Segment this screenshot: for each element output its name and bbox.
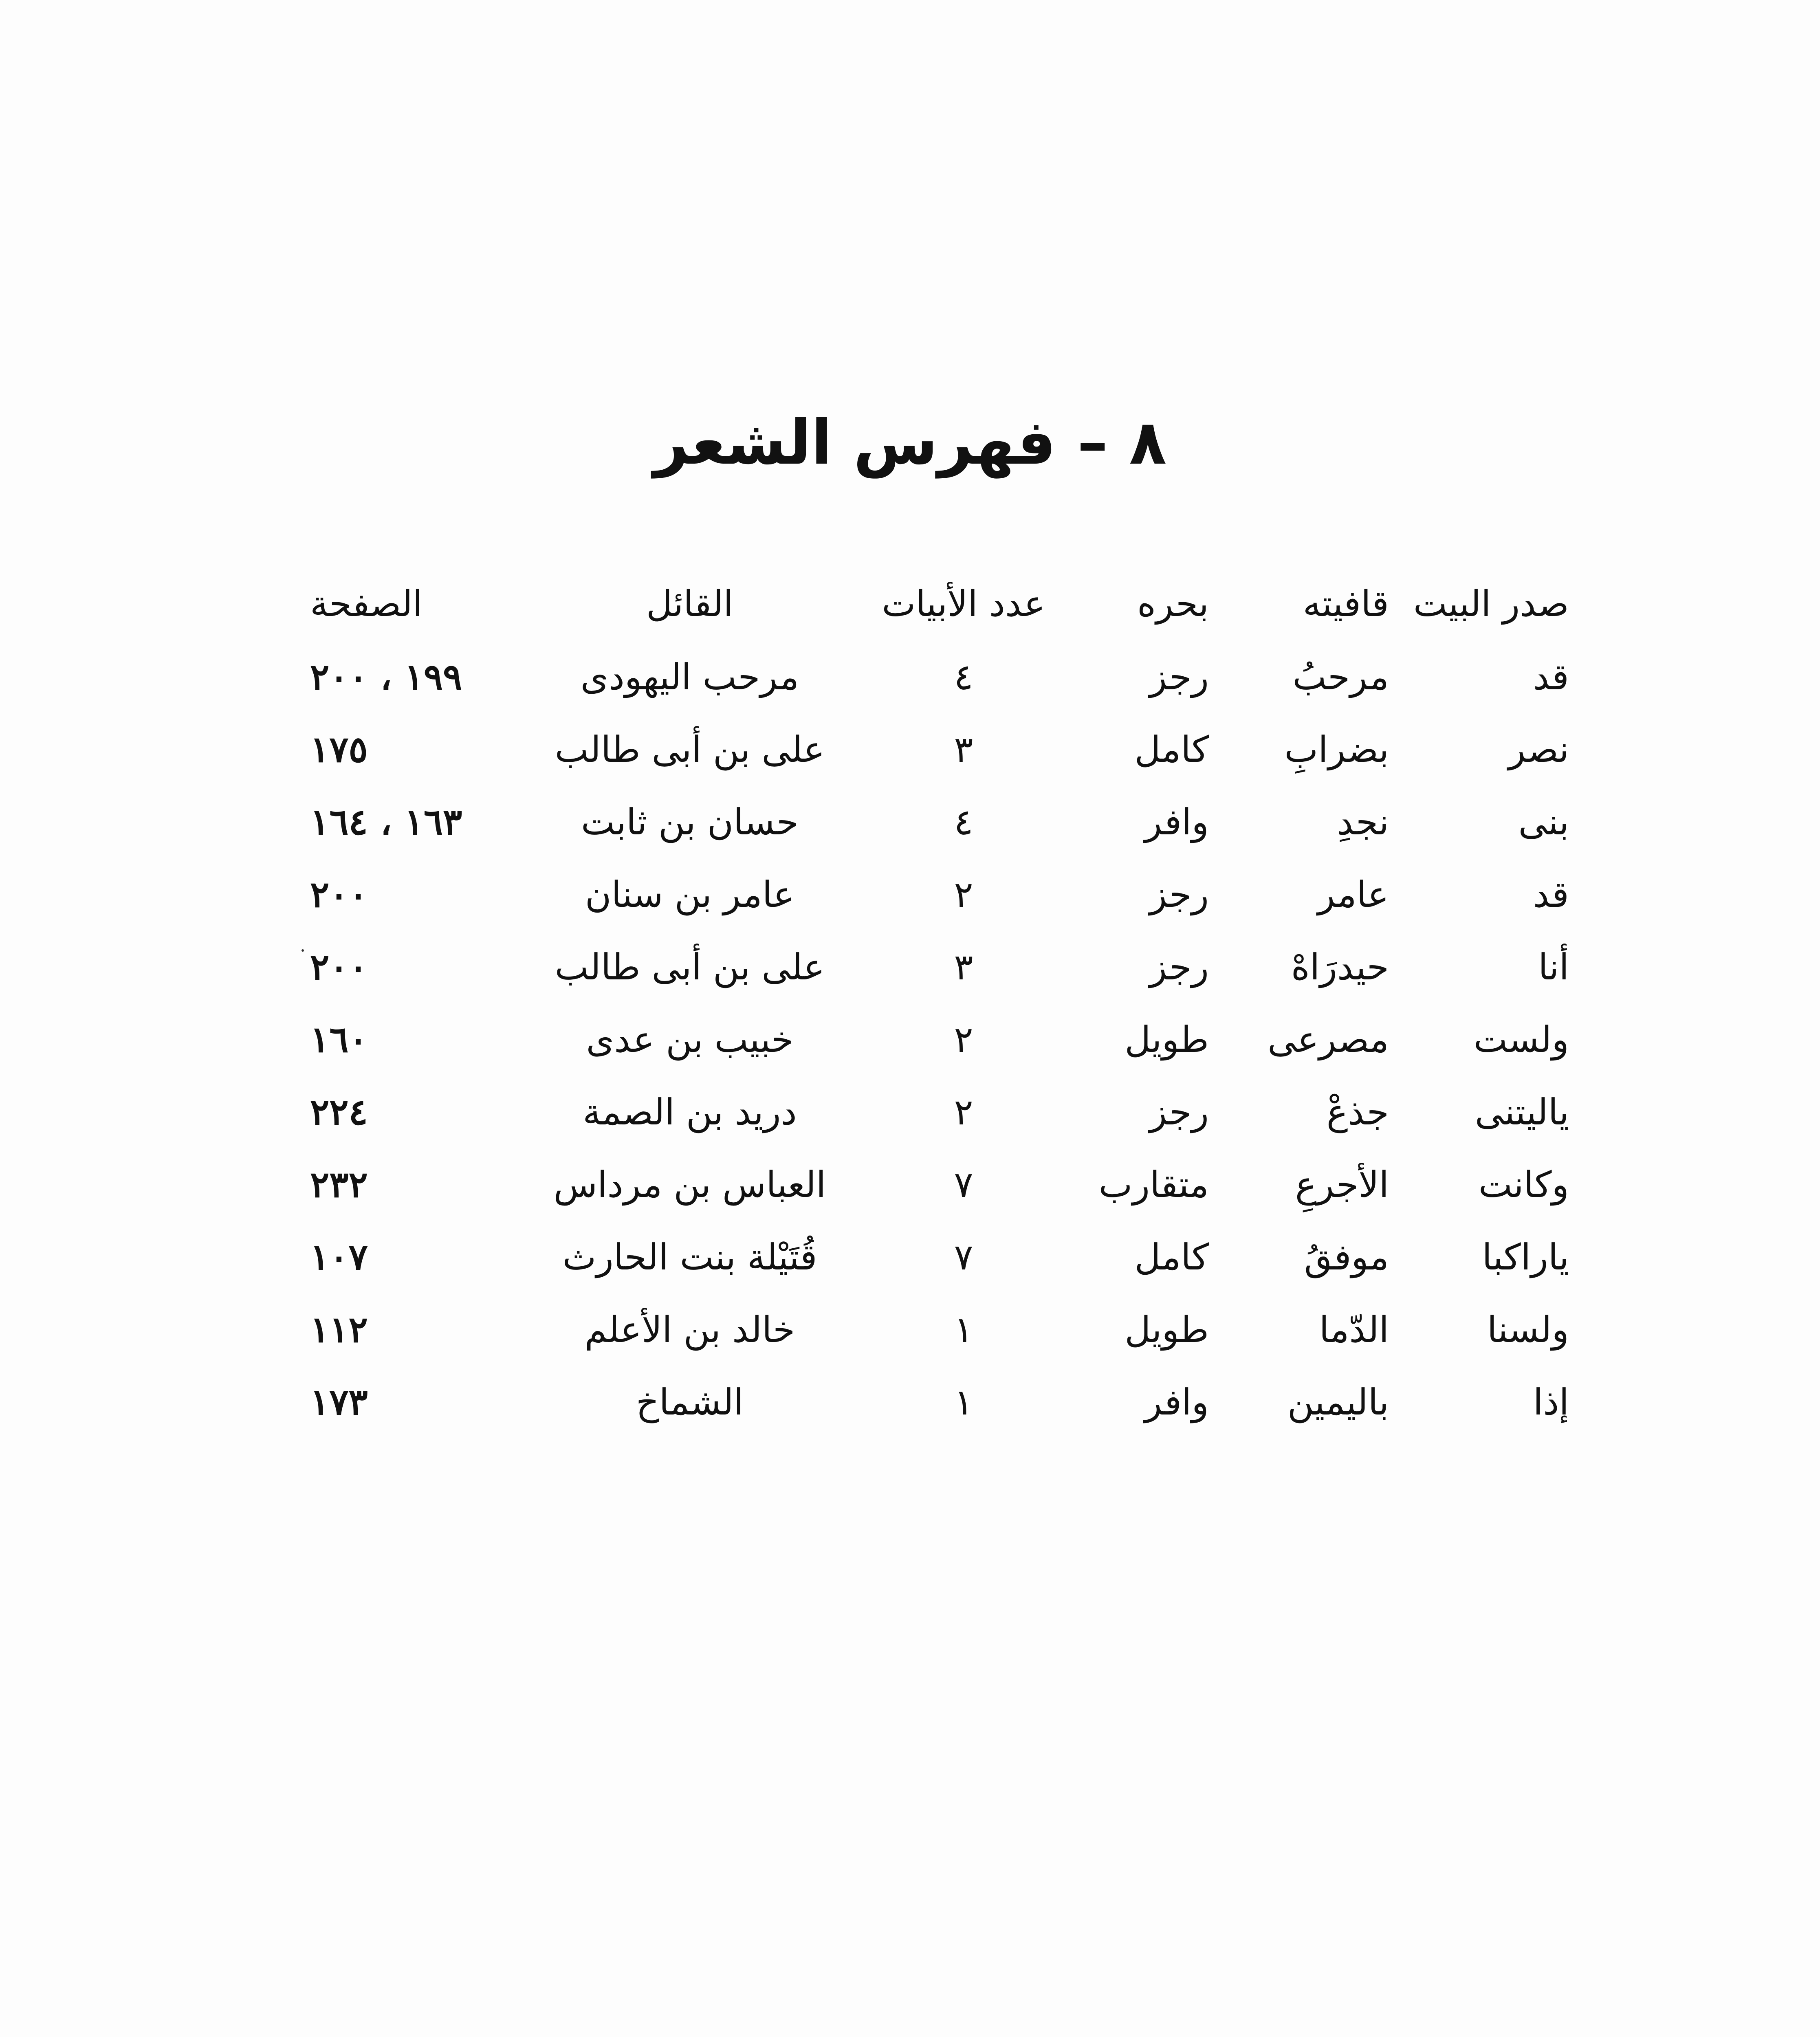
cell-poet: قُتَيْلة بنت الحارث — [562, 1236, 817, 1278]
cell-meter: رجز — [1149, 656, 1209, 698]
cell-rhyme: حيدرَاهْ — [1291, 946, 1389, 988]
cell-first-line: بنى — [1518, 801, 1569, 843]
header-pages: الصفحة — [310, 582, 423, 625]
cell-verse-count: ٣ — [954, 946, 973, 988]
cell-poet: حسان بن ثابت — [581, 801, 799, 843]
cell-meter: رجز — [1149, 873, 1209, 915]
cell-meter: رجز — [1149, 946, 1209, 988]
header-rhyme: قافيته — [1303, 582, 1389, 625]
cell-rhyme: الدّما — [1319, 1308, 1389, 1351]
cell-pages: ١٦٣ ، ١٦٤ — [310, 801, 462, 843]
cell-pages: ٢٠٠ — [310, 946, 368, 988]
cell-verse-count: ٣ — [954, 728, 973, 770]
table-row — [310, 1076, 1569, 1148]
cell-poet: خبيب بن عدى — [586, 1018, 794, 1060]
table-header-row — [310, 566, 1569, 640]
table-row — [310, 713, 1569, 785]
cell-pages: ٢٠٠ — [310, 873, 368, 915]
cell-verse-count: ٢ — [954, 1018, 973, 1060]
cell-first-line: قد — [1533, 873, 1569, 915]
cell-first-line: نصر — [1508, 728, 1569, 770]
cell-first-line: ياراكبا — [1482, 1236, 1569, 1278]
cell-poet: على بن أبى طالب — [555, 728, 825, 770]
table-row — [310, 785, 1569, 858]
cell-meter: متقارب — [1098, 1163, 1209, 1205]
table-row — [310, 858, 1569, 931]
cell-verse-count: ١ — [954, 1381, 973, 1423]
index-title: ٨ – فهرس الشعر — [653, 407, 1167, 478]
cell-pages: ١٧٣ — [310, 1381, 368, 1423]
cell-poet: مرحب اليهودى — [580, 656, 799, 698]
cell-meter: وافر — [1144, 1381, 1209, 1423]
cell-rhyme: جذعْ — [1326, 1091, 1389, 1133]
cell-verse-count: ١ — [954, 1308, 973, 1351]
cell-meter: كامل — [1134, 1236, 1209, 1278]
poetry-index-table — [310, 566, 1569, 1438]
cell-rhyme: الأجرعِ — [1295, 1163, 1389, 1205]
cell-first-line: إذا — [1533, 1381, 1569, 1423]
stray-print-mark — [301, 949, 304, 952]
table-row — [310, 1003, 1569, 1076]
cell-pages: ١٧٥ — [310, 728, 368, 770]
cell-rhyme: بضرابِ — [1284, 728, 1389, 770]
cell-first-line: أنا — [1538, 946, 1569, 988]
cell-pages: ١٠٧ — [310, 1236, 368, 1278]
cell-pages: ١٦٠ — [310, 1018, 368, 1060]
cell-pages: ٢٣٢ — [310, 1163, 368, 1205]
table-row — [310, 1366, 1569, 1438]
cell-poet: الشماخ — [636, 1381, 744, 1423]
cell-rhyme: موفقُ — [1304, 1236, 1389, 1278]
cell-rhyme: باليمين — [1287, 1381, 1389, 1423]
cell-poet: عامر بن سنان — [585, 873, 795, 915]
header-verse-count: عدد الأبيات — [882, 582, 1045, 625]
table-row — [310, 1293, 1569, 1366]
cell-verse-count: ٤ — [954, 656, 973, 698]
cell-meter: طويل — [1125, 1308, 1209, 1351]
header-poet: القائل — [646, 582, 733, 625]
cell-meter: رجز — [1149, 1091, 1209, 1133]
table-row — [310, 931, 1569, 1003]
cell-poet: على بن أبى طالب — [555, 946, 825, 988]
cell-verse-count: ٧ — [954, 1163, 973, 1205]
cell-verse-count: ٢ — [954, 873, 973, 915]
cell-poet: العباس بن مرداس — [553, 1163, 826, 1205]
header-first-line: صدر البيت — [1413, 582, 1569, 625]
cell-first-line: ولسنا — [1487, 1308, 1569, 1351]
header-meter: بحره — [1137, 582, 1209, 625]
cell-pages: ١٩٩ ، ٢٠٠ — [310, 656, 462, 698]
cell-poet: خالد بن الأعلم — [584, 1308, 795, 1351]
cell-first-line: قد — [1533, 656, 1569, 698]
cell-rhyme: نجدِ — [1337, 801, 1389, 843]
cell-meter: وافر — [1144, 801, 1209, 843]
cell-verse-count: ٧ — [954, 1236, 973, 1278]
cell-pages: ١١٢ — [310, 1308, 368, 1351]
cell-poet: دريد بن الصمة — [583, 1091, 797, 1133]
table-row — [310, 1221, 1569, 1293]
cell-rhyme: عامر — [1317, 873, 1389, 915]
cell-first-line: ولست — [1473, 1018, 1569, 1060]
table-row — [310, 640, 1569, 713]
cell-first-line: ياليتنى — [1474, 1091, 1569, 1133]
cell-first-line: وكانت — [1478, 1163, 1569, 1205]
cell-rhyme: مصرعى — [1268, 1018, 1389, 1060]
cell-meter: كامل — [1134, 728, 1209, 770]
cell-meter: طويل — [1125, 1018, 1209, 1060]
table-row — [310, 1148, 1569, 1221]
cell-pages: ٢٢٤ — [310, 1091, 368, 1133]
cell-verse-count: ٤ — [954, 801, 973, 843]
cell-rhyme: مرحبُ — [1292, 656, 1389, 698]
cell-verse-count: ٢ — [954, 1091, 973, 1133]
